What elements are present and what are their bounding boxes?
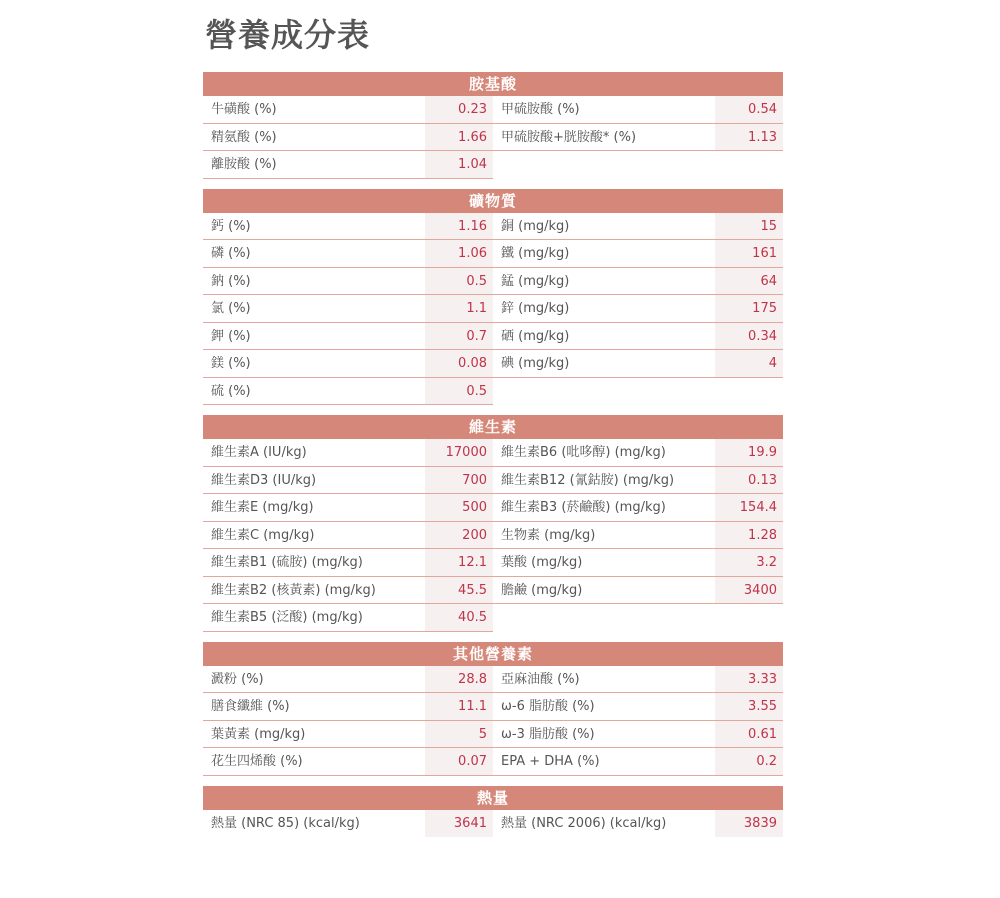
nutrient-value: 3641 (425, 810, 493, 838)
table-row (203, 213, 783, 241)
nutrient-cell (493, 693, 783, 720)
nutrient-cell (203, 467, 493, 494)
nutrient-value: 3839 (715, 810, 783, 838)
nutrient-label: 硒 (mg/kg) (501, 328, 570, 344)
nutrient-cell (203, 666, 493, 693)
nutrient-cell (203, 124, 493, 151)
nutrient-cell (493, 810, 783, 838)
nutrient-value: 0.34 (715, 323, 783, 350)
nutrient-value: 175 (715, 295, 783, 322)
nutrient-cell (203, 268, 493, 295)
nutrient-label: 膽鹼 (mg/kg) (501, 582, 583, 598)
nutrient-cell (203, 151, 493, 179)
table-row (203, 693, 783, 721)
nutrient-label: 鎂 (%) (211, 356, 251, 371)
nutrient-value: 12.1 (425, 549, 493, 576)
nutrient-value: 1.66 (425, 124, 493, 151)
nutrient-value: 28.8 (425, 666, 493, 693)
table-row (203, 124, 783, 152)
nutrient-cell (493, 604, 783, 632)
nutrient-cell (203, 577, 493, 604)
nutrient-cell (493, 577, 783, 604)
nutrient-label: 牛磺酸 (%) (211, 102, 277, 117)
table-row (203, 666, 783, 694)
nutrient-value: 0.61 (715, 721, 783, 748)
nutrient-cell (493, 323, 783, 350)
nutrient-label: 磷 (%) (211, 246, 251, 261)
nutrient-cell (493, 295, 783, 322)
table-row (203, 268, 783, 296)
nutrient-label: 甲硫胺酸+胱胺酸* (%) (501, 129, 637, 145)
nutrient-cell (203, 748, 493, 775)
nutrient-value: 64 (715, 268, 783, 295)
nutrient-label: 維生素B12 (氰鈷胺) (mg/kg) (501, 472, 675, 488)
nutrient-value: 3.33 (715, 666, 783, 693)
table-row (203, 467, 783, 495)
nutrient-value: 0.7 (425, 323, 493, 350)
nutrient-cell (203, 549, 493, 576)
nutrient-value: 3.2 (715, 549, 783, 576)
nutrient-value: 0.08 (425, 350, 493, 377)
nutrient-value: 1.1 (425, 295, 493, 322)
nutrient-cell (493, 748, 783, 775)
nutrient-cell (493, 439, 783, 466)
table-row (203, 96, 783, 124)
section (203, 786, 783, 838)
table-row (203, 378, 783, 406)
nutrient-value: 154.4 (715, 494, 783, 521)
table-row (203, 350, 783, 378)
nutrient-cell (203, 240, 493, 267)
nutrient-cell (493, 240, 783, 267)
nutrient-label: 離胺酸 (%) (211, 157, 277, 172)
nutrient-cell (203, 378, 493, 406)
nutrient-label: 維生素B5 (泛酸) (mg/kg) (211, 610, 363, 625)
nutrient-label: 花生四烯酸 (%) (211, 754, 303, 769)
nutrient-cell (203, 721, 493, 748)
nutrient-label: 精氨酸 (%) (211, 129, 277, 145)
nutrient-label: 鉀 (%) (211, 328, 251, 344)
nutrient-label: 鋅 (mg/kg) (501, 301, 570, 316)
nutrient-cell (203, 323, 493, 350)
nutrient-cell (203, 350, 493, 377)
nutrient-label: ω-3 脂肪酸 (%) (501, 726, 595, 742)
nutrient-label: 維生素B3 (菸鹼酸) (mg/kg) (501, 500, 666, 515)
nutrient-cell (203, 494, 493, 521)
nutrient-value: 1.16 (425, 213, 493, 240)
nutrient-value (715, 151, 783, 179)
nutrient-label: 硫 (%) (211, 383, 251, 399)
table-row (203, 522, 783, 550)
nutrient-label (493, 378, 715, 406)
nutrient-label: 鐵 (mg/kg) (501, 246, 570, 261)
nutrient-value: 40.5 (425, 604, 493, 631)
nutrient-cell (493, 151, 783, 179)
section-header: 胺基酸 (203, 72, 783, 96)
nutrient-label: 碘 (mg/kg) (501, 356, 570, 371)
nutrient-value: 500 (425, 494, 493, 521)
nutrient-cell (493, 549, 783, 576)
section-header: 維生素 (203, 415, 783, 439)
section-header: 其他營養素 (203, 642, 783, 666)
nutrient-label: 熱量 (NRC 2006) (kcal/kg) (501, 815, 667, 831)
nutrient-value: 0.2 (715, 748, 783, 775)
table-row (203, 810, 783, 838)
nutrient-label: 銅 (mg/kg) (501, 218, 570, 234)
nutrient-value: 161 (715, 240, 783, 267)
table-row (203, 240, 783, 268)
section-header: 熱量 (203, 786, 783, 810)
nutrient-label: EPA + DHA (%) (501, 754, 600, 769)
nutrient-cell (493, 350, 783, 377)
nutrient-label (493, 604, 715, 632)
nutrient-label: 維生素C (mg/kg) (211, 527, 315, 543)
nutrient-value: 0.54 (715, 96, 783, 123)
table-row (203, 721, 783, 749)
table-row (203, 604, 783, 632)
table-row (203, 748, 783, 776)
nutrient-label: 膳食纖維 (%) (211, 699, 290, 714)
table-row (203, 577, 783, 605)
nutrient-value: 200 (425, 522, 493, 549)
nutrient-label: 鈉 (%) (211, 273, 251, 289)
nutrient-cell (203, 693, 493, 720)
nutrient-cell (493, 124, 783, 151)
nutrient-value: 1.13 (715, 124, 783, 151)
nutrient-cell (203, 295, 493, 322)
nutrient-label: 維生素D3 (IU/kg) (211, 472, 317, 488)
table-row (203, 494, 783, 522)
nutrient-label: 維生素B6 (吡哆醇) (mg/kg) (501, 445, 666, 460)
section (203, 72, 783, 179)
nutrient-label: 澱粉 (%) (211, 671, 264, 687)
nutrient-cell (493, 522, 783, 549)
nutrient-value: 19.9 (715, 439, 783, 466)
nutrient-label: 熱量 (NRC 85) (kcal/kg) (211, 815, 360, 831)
nutrient-cell (493, 268, 783, 295)
nutrient-label: 甲硫胺酸 (%) (501, 102, 580, 117)
nutrient-cell (493, 213, 783, 240)
nutrient-label: 亞麻油酸 (%) (501, 671, 580, 687)
nutrient-label: 生物素 (mg/kg) (501, 527, 596, 543)
nutrient-label: 葉黃素 (mg/kg) (211, 726, 306, 742)
nutrient-value: 1.06 (425, 240, 493, 267)
nutrient-value: 0.07 (425, 748, 493, 775)
nutrient-value: 1.28 (715, 522, 783, 549)
nutrient-cell (493, 467, 783, 494)
nutrient-cell (203, 810, 493, 838)
nutrient-label: 葉酸 (mg/kg) (501, 555, 583, 570)
nutrient-value: 0.23 (425, 96, 493, 123)
nutrient-label: 維生素E (mg/kg) (211, 500, 314, 515)
section-header: 礦物質 (203, 189, 783, 213)
nutrient-cell (203, 604, 493, 632)
nutrient-value: 0.5 (425, 268, 493, 295)
nutrient-value: 0.13 (715, 467, 783, 494)
nutrient-cell (493, 666, 783, 693)
nutrient-label: 鈣 (%) (211, 218, 251, 234)
section (203, 642, 783, 776)
nutrient-value: 45.5 (425, 577, 493, 604)
nutrient-cell (493, 494, 783, 521)
table-row (203, 151, 783, 179)
page-title: 營養成分表 (205, 16, 371, 54)
nutrient-label: 氯 (%) (211, 301, 251, 316)
nutrient-label: 維生素A (IU/kg) (211, 445, 307, 460)
nutrient-cell (203, 213, 493, 240)
nutrient-cell (493, 721, 783, 748)
nutrient-cell (493, 378, 783, 406)
nutrient-label: 維生素B1 (硫胺) (mg/kg) (211, 555, 363, 570)
table-row (203, 295, 783, 323)
nutrient-cell (493, 96, 783, 123)
nutrient-label: 錳 (mg/kg) (501, 273, 570, 289)
nutrient-value (715, 604, 783, 632)
table-row (203, 439, 783, 467)
nutrient-value: 700 (425, 467, 493, 494)
section (203, 189, 783, 406)
nutrient-cell (203, 439, 493, 466)
nutrient-value: 15 (715, 213, 783, 240)
nutrient-cell (203, 96, 493, 123)
nutrient-label (493, 151, 715, 179)
nutrient-value: 0.5 (425, 378, 493, 405)
nutrient-value: 11.1 (425, 693, 493, 720)
nutrient-value: 3.55 (715, 693, 783, 720)
nutrient-label: 維生素B2 (核黃素) (mg/kg) (211, 582, 376, 598)
nutrient-value: 17000 (425, 439, 493, 466)
nutrient-cell (203, 522, 493, 549)
nutrient-value: 4 (715, 350, 783, 377)
nutrient-label: ω-6 脂肪酸 (%) (501, 699, 595, 714)
table-row (203, 323, 783, 351)
nutrition-table (203, 72, 783, 847)
table-row (203, 549, 783, 577)
section (203, 415, 783, 632)
nutrient-value: 3400 (715, 577, 783, 604)
nutrient-value: 1.04 (425, 151, 493, 178)
nutrient-value (715, 378, 783, 406)
nutrient-value: 5 (425, 721, 493, 748)
